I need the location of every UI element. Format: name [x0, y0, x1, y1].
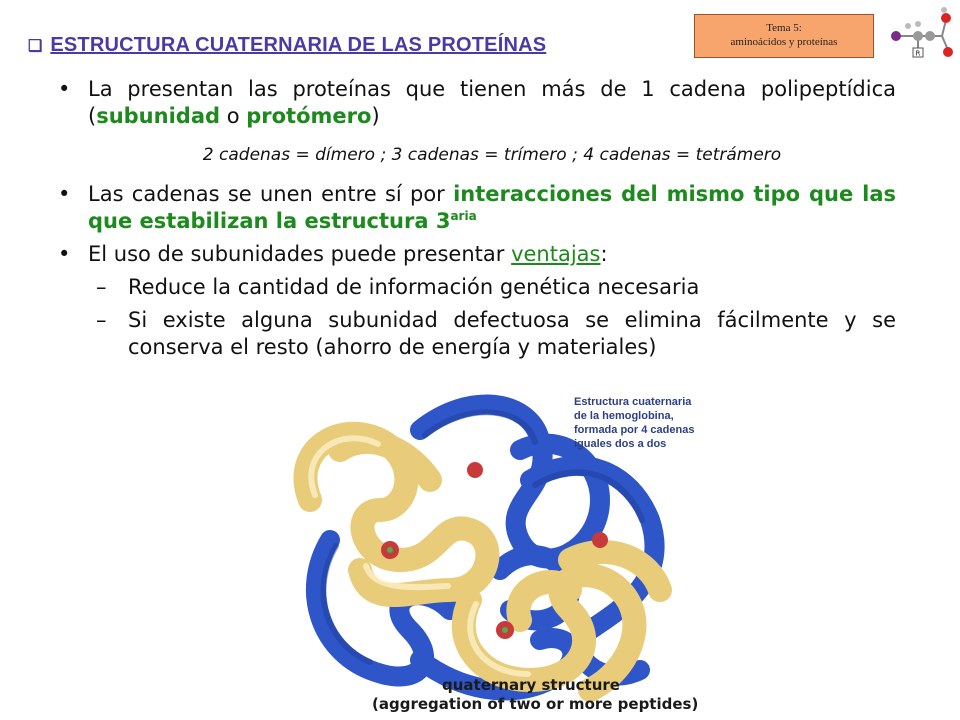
tema-label	[694, 14, 874, 58]
sub-bullet-dash: –	[96, 308, 107, 332]
caption-line-2: de la hemoglobina,	[574, 410, 674, 422]
bullet-dot: •	[58, 77, 71, 101]
protomero-term: protómero	[246, 104, 372, 128]
slide-title	[28, 34, 546, 57]
ventajas-link[interactable]: ventajas	[511, 242, 601, 266]
tema-line-2: aminoácidos y proteínas	[730, 36, 838, 48]
bullet-dot: •	[58, 242, 71, 266]
sub-bullet-2-text: Si existe alguna subunidad defectuosa se elimina fácilmente y se conserva el resto (ahorro de energía y materiales)	[128, 308, 896, 359]
sub-bullet-1	[58, 274, 896, 301]
caption-line-3: formada por 4 cadenas	[574, 424, 695, 436]
sub-bullet-2	[58, 307, 896, 361]
sub-bullet-1-text: Reduce la cantidad de información genética necesaria	[128, 275, 700, 299]
bullet-dot: •	[58, 182, 71, 206]
chain-count-formula: 2 cadenas = dímero ; 3 cadenas = trímero ; 4 cadenas = tetrámero	[202, 145, 782, 165]
bullet-1-text: La presentan las proteínas que tienen más de 1 cadena polipeptídica (	[88, 77, 896, 128]
bullet-3-colon: :	[600, 242, 608, 266]
bullet-3-text: El uso de subunidades puede presentar	[88, 242, 512, 266]
amino-acid-molecule-icon	[884, 6, 954, 66]
bullet-1	[58, 76, 896, 130]
interactions-term: interacciones del mismo tipo que las que estabilizan la estructura 3	[88, 182, 896, 233]
label-line-2: (aggregation of two or more peptides)	[372, 695, 699, 713]
bullet-1-connector: o	[220, 104, 247, 128]
tema-line-1: Tema 5:	[766, 22, 802, 34]
label-line-1: quaternary structure	[442, 676, 620, 694]
bullet-2-text: Las cadenas se unen entre sí por	[88, 182, 454, 206]
sub-bullet-dash: –	[96, 275, 107, 299]
svg-text:R: R	[915, 49, 921, 58]
slide-title-text: ESTRUCTURA CUATERNARIA DE LAS PROTEÍNAS	[50, 34, 547, 56]
subunidad-term: subunidad	[96, 104, 221, 128]
slide-body	[58, 76, 896, 361]
quaternary-structure-label	[372, 676, 712, 714]
bullet-1-close: )	[371, 104, 380, 128]
caption-line-1: Estructura cuaternaria	[574, 396, 692, 408]
bullet-3	[58, 241, 896, 268]
superscript-aria: aria	[450, 209, 477, 223]
bullet-2	[58, 181, 896, 235]
checkbox-bullet-icon: ❑	[28, 37, 43, 55]
caption-line-4: iguales dos a dos	[574, 438, 667, 450]
figure-caption	[574, 395, 724, 451]
